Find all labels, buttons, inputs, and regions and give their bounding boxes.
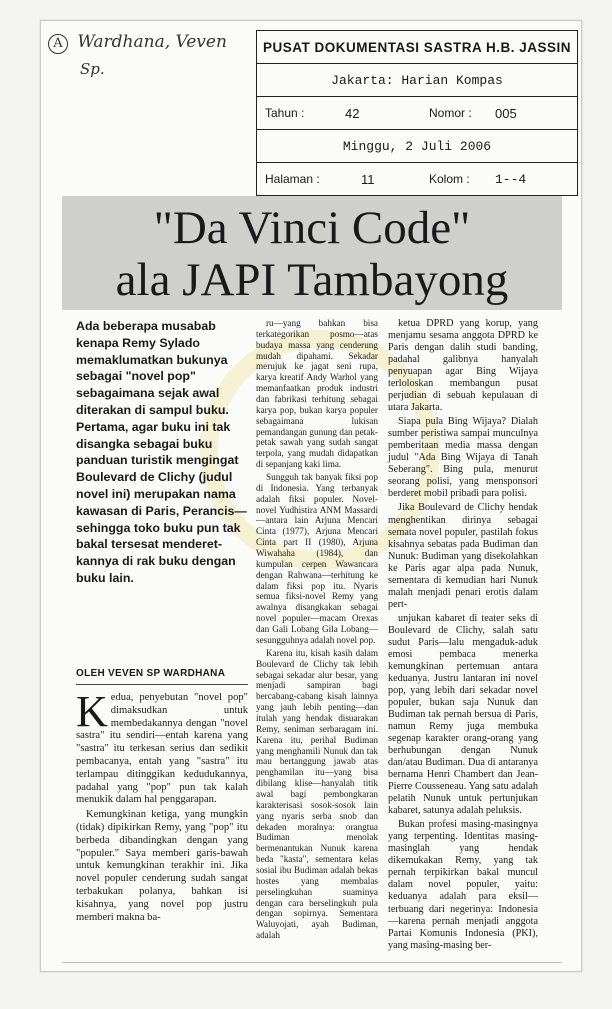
handwritten-note <box>48 32 227 54</box>
tahun-value: 42 <box>345 105 360 121</box>
nomor-label: Nomor : <box>429 106 472 120</box>
paragraph: ru—yang bahkan bisa terkategorikan posmo—atas budaya massa yang cenderung mudah dipahami. Sekadar merujuk ke jagat seni rupa, karya kreatif Andy Warhol yang memanfaatkan produk industri dan fabrikasi terhitung sebagai karya pop, bukan karya populer sebagaimana lukisan pemandangan gunung dan petak-petak sawah yang sudah sangat terpola, yang mudah didapatkan di sepanjang kaki lima. <box>256 318 378 470</box>
article-lead: Ada beberapa musabab kenapa Remy Sylado memaklumatkan bukunya sebagai "novel pop" sebagaimana sejak awal diterakan di sampul buku. Pertama, agar buku ini tak disangka sebagai buku panduan turistik mengingat Boulevard de Clichy (judul novel ini) merupakan nama kawasan di Paris, Perancis—sehingga toko buku pun tak bakal tersesat menderet-kannya di rak buku dengan buku lain. <box>76 319 247 585</box>
handwritten-note-2: Sp. <box>80 60 105 78</box>
header-row-halaman <box>257 163 577 196</box>
tahun-label: Tahun : <box>265 106 305 120</box>
paragraph: Karena itu, kisah kasih dalam Boulevard de Clichy tak lebih sebagai sekadar alur besar, yang menjadi sampiran bagi bercabang-cabang kisah lainnya yang jauh lebih penting—dan itulah yang hendak disuarakan Remy, seniman serbaragam ini. Karena itu, perihal Budiman yang menghamili Nunuk dan tak mau bertanggung jawab atas penghamilan itu—yang bisa dibilang klise—hanyalah titik awal bagi pembongkaran karakterisasi sosok-sosok lain yang nyaris serba snob dan dekaden moralnya: orangtua Budiman menolak bermenantukan Nunuk karena beda "kasta", sementara kelas sosial ibu Budiman adalah bekas hostes yang membalas perselingkuhan suaminya dengan cara berselingkuh pula dengan sopirnya. Sementara Waluyojati, ayah Budiman, adalah <box>256 647 378 941</box>
kolom-value: 1--4 <box>495 171 527 187</box>
kolom-label: Kolom : <box>429 172 470 186</box>
article-column-3 <box>388 318 538 954</box>
paragraph: ketua DPRD yang korup, yang menjamu sesama anggota DPRD ke Paris dengan dalih studi banding, padahal galibnya hanyalah penyuapan agar Bing Wijaya terloloskan membangun pusat perjudian di sebuah kepulauan di utara Jakarta. <box>388 318 538 414</box>
header-source: Jakarta: Harian Kompas <box>257 64 577 97</box>
halaman-label: Halaman : <box>265 172 320 186</box>
paragraph: Siapa pula Bing Wijaya? Dialah sumber peristiwa sampai munculnya pemberitaan media massa dengan judul "Ada Bing Wijaya di Tanah Seberang". Bing pula, menurut seorang polisi, yang mensponsori berderet mobil pribadi para polisi. <box>388 416 538 500</box>
documentation-header <box>256 30 578 196</box>
paragraph: Sungguh tak banyak fiksi pop di Indonesia. Yang terbanyak adalah fiksi populer. Novel-novel Yudhistira ANM Massardi—antara lain Arjuna Mencari Cinta (1977), Arjuna Mencari Cinta part II (1980), Arjuna Wiwahaha (1984), dan kumpulan cerpen Wawancara dengan Rahwana—terhitung ke dalam fiksi pop itu. Nyaris semua fiksi-novel Remy yang awalnya disangkakan sebagai novel populer—macam Orexas dan Gali Lobang Gila Lobang—sesungguhnya adalah novel pop. <box>256 472 378 645</box>
article-byline: OLEH VEVEN SP WARDHANA <box>76 668 226 679</box>
paragraph: unjukan kabaret di teater seks di Boulevard de Clichy, salah satu sudut Paris—lalu mengaduk-aduk emosi pembaca menerka kemungkinan pertemuan antara keduanya. Justru lantaran ini novel pop, yang lebih dari sekadar novel populer, bukan saja Nunuk dan Budiman tak pernah bersua di Paris, namun Remy juga membuka segenap karakter orang-orang yang berhubungan dengan Nunuk dan/atau Budiman. Dua di antaranya bernama Henri Chambert dan Jean-Pierre Cousseneau. Yang satu adalah pelatih Nunuk untuk pertunjukan kabaret, satunya adalah peluksis. <box>388 612 538 817</box>
article-column-2 <box>256 318 378 943</box>
header-date: Minggu, 2 Juli 2006 <box>257 130 577 163</box>
paragraph: Jika Boulevard de Clichy hendak menghentikan dirinya sebagai semata novel populer, pastilah fokus kisahnya sebatas pada Budiman dan Nunuk: Budiman yang disekolahkan ke Paris agar alpa pada Nunuk, sementara di kemudian hari Nunuk malah menjadi penari erotis dalam pert- <box>388 502 538 610</box>
byline-divider <box>76 684 248 685</box>
handwritten-author: Wardhana, Veven <box>77 32 227 52</box>
headline-line-1: "Da Vinci Code" <box>153 202 471 254</box>
paragraph: Kedua, penyebutan "novel pop" dimaksudkan untuk membedakannya dengan "novel sastra" itu sendiri—entah karena yang "sastra" itu terkesan serius dan sedikit pembacanya, entah yang "sastra" itu terlampau ditinggikan kedudukannya, padahal yang "pop" pun tak kalah menukik dalam hal penggarapan. <box>76 687 248 806</box>
paragraph: Kemungkinan ketiga, yang mungkin (tidak) dipikirkan Remy, yang "pop" itu berbeda dibandingkan dengan yang "populer." Saya memberi garis-bawah untuk kemungkinan terakhir ini. Jika novel populer cenderung sudah sangat terbakukan polanya, bahkan isi kisahnya, yang novel pop justru memberi makna ba- <box>76 809 248 923</box>
header-title: PUSAT DOKUMENTASI SASTRA H.B. JASSIN <box>257 31 577 64</box>
paragraph: Bukan profesi masing-masingnya yang terpenting. Identitas masing-masinglah yang hendak dikemukakan Remy, yang tak pernah terpikirkan bakal muncul dalam novel populer, yaitu: keduanya adalah para eksil—terbuang dari negerinya: Indonesia—karena pernah menjadi anggota Partai Komunis Indonesia (PKI), yang masing-masing ber- <box>388 819 538 951</box>
handwritten-label: A <box>48 34 68 54</box>
halaman-value: 11 <box>361 171 375 187</box>
article-column-1 <box>76 687 248 926</box>
header-row-tahun <box>257 97 577 130</box>
nomor-value: 005 <box>495 105 517 121</box>
bottom-rule <box>62 962 562 963</box>
article-headline <box>62 196 562 310</box>
headline-line-2: ala JAPI Tambayong <box>115 254 509 306</box>
